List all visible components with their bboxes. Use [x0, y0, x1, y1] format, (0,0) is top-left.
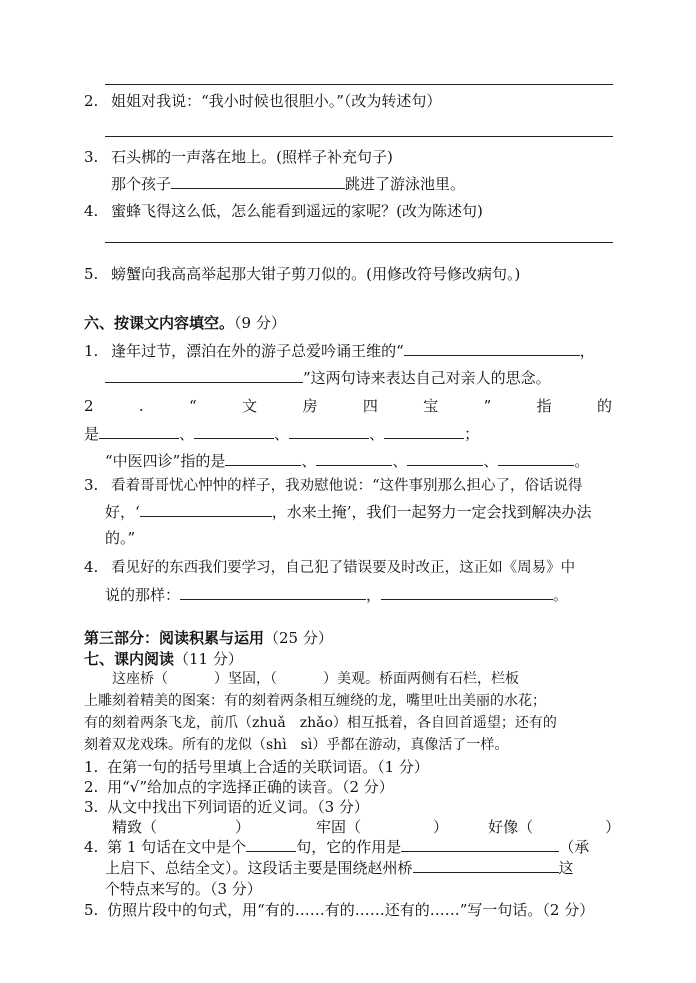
part-3-heading — [84, 628, 333, 648]
text: 好，‘ — [105, 503, 140, 521]
reading-q3 — [84, 797, 369, 817]
question-number: 4. — [84, 838, 99, 856]
paren: ） — [605, 818, 621, 836]
reading-q4-line2 — [105, 858, 574, 878]
punct: ， — [366, 586, 382, 604]
question-text: 用“√”给加点的字选择正确的读音。（2 分） — [107, 778, 394, 796]
blank[interactable] — [404, 341, 580, 356]
question-4 — [84, 201, 483, 221]
blank[interactable] — [316, 451, 392, 466]
question-5 — [84, 264, 520, 284]
reading-q4-line3 — [105, 879, 262, 899]
question-text: 蜜蜂飞得这么低，怎么能看到遥远的家呢？(改为陈述句) — [111, 202, 483, 220]
punct: 。 — [553, 586, 569, 604]
blank[interactable] — [246, 837, 296, 852]
blank[interactable] — [180, 585, 366, 600]
text: 这 — [558, 859, 574, 877]
text: 的。” — [105, 529, 136, 547]
question-text: 看着哥哥忧心忡忡的样子，我劝慰他说：“这件事别那么担心了，俗话说得 — [111, 478, 583, 494]
blank[interactable] — [401, 837, 559, 852]
question-3-example — [111, 174, 465, 194]
question-text: 看见好的东西我们要学习，自己犯了错误要及时改正，这正如《周易》中 — [111, 560, 576, 576]
sep: 、 — [392, 452, 408, 470]
question-number: 1. — [84, 342, 99, 360]
question-number: 3. — [84, 476, 99, 494]
answer-line[interactable] — [105, 242, 613, 243]
text: ）美观。桥面两侧有石栏，栏板 — [323, 671, 519, 687]
char: 指 — [536, 397, 552, 415]
text: 这座桥（ — [112, 671, 168, 687]
blank[interactable] — [407, 451, 483, 466]
question-text: 在第一句的括号里填上合适的关联词语。（1 分） — [107, 758, 429, 776]
example-suffix: 跳进了游泳池里。 — [345, 175, 466, 193]
question-3 — [84, 147, 393, 167]
fill-2-line3 — [105, 451, 589, 471]
fill-1-line2 — [105, 368, 551, 388]
text: 说的那样： — [105, 586, 181, 604]
blank[interactable] — [171, 174, 345, 189]
question-number: 2. — [84, 778, 99, 796]
text: （承 — [559, 838, 590, 856]
text: 刻着双龙戏珠。所有的龙似（shì sì）乎都在游动，真像活了一样。 — [84, 737, 509, 753]
text: 上雕刻着精美的图案：有的刻着两条相互缠绕的龙，嘴里吐出美丽的水花； — [84, 693, 546, 709]
char: 房 — [302, 397, 318, 415]
fill-3-line2 — [105, 502, 592, 522]
blank[interactable] — [498, 451, 574, 466]
question-number: 1. — [84, 758, 99, 776]
answer-line[interactable] — [105, 136, 613, 137]
word: 牢固（ — [316, 818, 362, 836]
question-text: 螃蟹向我高高举起那大钳子剪刀似的。(用修改符号修改病句。) — [111, 265, 521, 283]
question-text: 仿照片段中的句式，用“有的……有的……还有的……”写一句话。（2 分） — [107, 901, 595, 919]
quote: “ — [189, 397, 197, 415]
text: ）坚固，（ — [214, 671, 277, 687]
fill-2-line2 — [84, 424, 479, 444]
question-text: ”这两句诗来表达自己对亲人的思念。 — [303, 369, 551, 387]
text: 句，它的作用是 — [296, 838, 402, 856]
text: “中医四诊”指的是 — [105, 452, 226, 470]
fill-2 — [84, 396, 612, 416]
question-number: 5. — [84, 265, 99, 283]
question-text: 从文中找出下列词语的近义词。（3 分） — [107, 798, 369, 816]
fill-3 — [84, 475, 583, 496]
reading-q4 — [84, 837, 589, 857]
passage-line-1 — [112, 670, 519, 688]
sep: 、 — [369, 425, 385, 443]
question-text: 石头梆的一声落在地上。(照样子补充句子) — [111, 148, 393, 166]
word: 好像（ — [488, 818, 534, 836]
answer-line[interactable] — [105, 84, 613, 85]
passage-line-2 — [84, 692, 546, 710]
question-text: 第 1 句话在文中是个 — [107, 838, 247, 856]
text: 个特点来写的。（3 分） — [105, 880, 262, 898]
sep: 、 — [483, 452, 499, 470]
section-7-heading — [84, 649, 243, 669]
fill-4 — [84, 557, 575, 578]
section-title: 七、课内阅读 — [84, 650, 175, 668]
question-number: 2 — [84, 397, 94, 415]
part-title: 第三部分：阅读积累与运用 — [84, 629, 265, 647]
sep: 、 — [179, 425, 195, 443]
reading-q5 — [84, 900, 594, 920]
punct: ， — [579, 342, 595, 360]
question-number: 5. — [84, 901, 99, 919]
question-number: 3. — [84, 798, 99, 816]
passage-line-4 — [84, 736, 508, 754]
question-number: 2. — [84, 92, 99, 110]
question-text: 逢年过节，漂泊在外的游子总爱吟诵王维的“ — [111, 342, 404, 360]
section-score: （9 分） — [234, 314, 286, 332]
sep: 、 — [301, 452, 317, 470]
blank[interactable] — [289, 424, 369, 439]
example-prefix: 那个孩子 — [111, 175, 172, 193]
punct: ； — [464, 425, 480, 443]
sep: 、 — [274, 425, 290, 443]
fill-1 — [84, 341, 595, 361]
blank[interactable] — [140, 502, 272, 517]
section-title: 六、按课文内容填空。 — [84, 314, 235, 332]
section-6-heading — [84, 313, 286, 333]
char: 四 — [362, 397, 378, 415]
paren: ） — [433, 818, 449, 836]
blank[interactable] — [384, 424, 464, 439]
question-number: 4. — [84, 202, 99, 220]
word: 精致（ — [112, 818, 158, 836]
char: 宝 — [423, 397, 439, 415]
blank[interactable] — [105, 368, 303, 383]
char: 的 — [596, 397, 612, 415]
text: ，水来土掩’，我们一起努力一定会找到解决办法 — [271, 503, 592, 521]
dot: . — [138, 397, 144, 415]
reading-q2 — [84, 777, 394, 797]
char: 文 — [242, 397, 258, 415]
punct: 。 — [574, 452, 590, 470]
fill-3-line3 — [105, 528, 135, 548]
text: 上启下、总结全文）。这段话主要是围绕赵州桥 — [105, 859, 413, 877]
reading-q3-words — [112, 817, 620, 837]
question-text: 姐姐对我说：“我小时候也很胆小。”（改为转述句） — [111, 92, 442, 110]
section-score: （11 分） — [174, 650, 243, 668]
passage-line-3 — [84, 714, 557, 732]
blank[interactable] — [413, 858, 559, 873]
blank[interactable] — [194, 424, 274, 439]
question-number: 3. — [84, 148, 99, 166]
blank[interactable] — [225, 451, 301, 466]
blank[interactable] — [99, 424, 179, 439]
part-score: （25 分） — [264, 629, 333, 647]
question-number: 4. — [84, 558, 99, 576]
text: 是 — [84, 425, 100, 443]
paren: ） — [235, 818, 251, 836]
text: 有的刻着两条飞龙，前爪（zhuǎ zhǎo）相互抵着，各自回首遥望；还有的 — [84, 715, 557, 731]
blank[interactable] — [381, 585, 553, 600]
question-2 — [84, 91, 441, 111]
reading-q1 — [84, 757, 429, 777]
fill-4-line2 — [105, 585, 568, 605]
quote: ” — [483, 397, 492, 415]
